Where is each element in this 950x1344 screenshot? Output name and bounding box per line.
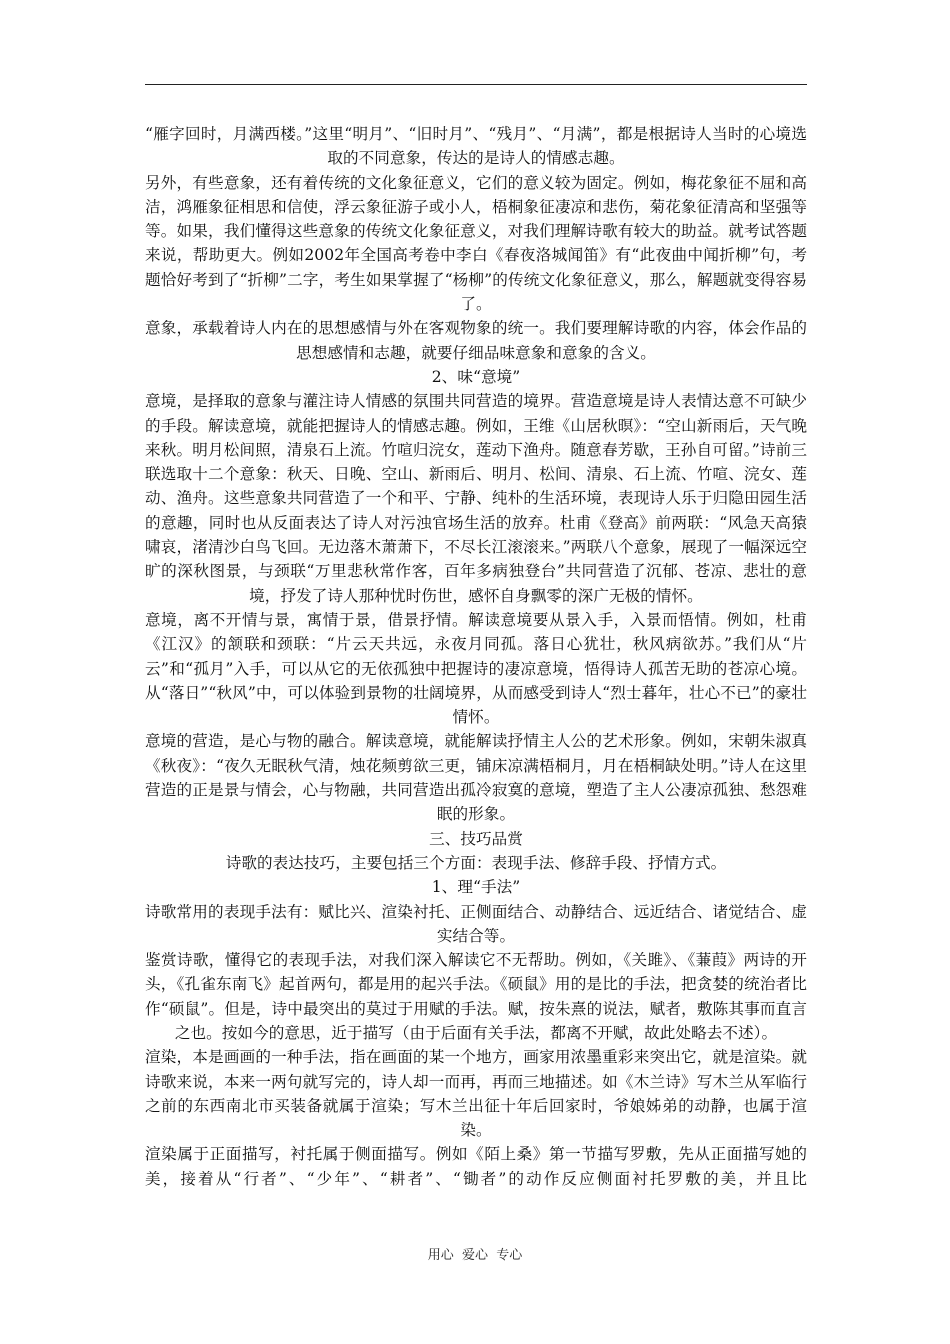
section-heading: 2、味“意境” xyxy=(431,367,521,386)
paragraph: 意境，是择取的意象与灌注诗人情感的氛围共同营造的境界。营造意境是诗人表情达意不可缺少的手段。解读意境，就能把握诗人的情感志趣。例如，王维《山居秋暝》：“空山新雨后，天气晚来秋。明月松间照，清泉石上流。竹喧归浣女，莲动下渔舟。随意春芳歇，王孙自可留。”诗前三联选取十二个意象：秋天、日晚、空山、新雨后、明月、松间、清泉、石上流、竹喧、浣女、莲动、渔舟。这些意象共同营造了一个和平、宁静、纯朴的生活环境，表现诗人乐于归隐田园生活的意趣，同时也从反面表达了诗人对污浊官场生活的放弃。杜甫《登高》前两联：“风急天高猿啸哀，渚清沙白鸟飞回。无边落木萧萧下，不尽长江滚滚来。”两联八个意象，展现了一幅深远空旷的深秋图景，与颈联“万里悲秋常作客，百年多病独登台”共同营造了沉郁、苍凉、悲壮的意境，抒发了诗人那种忧时伤世，感怀自身飘零的深广无极的情怀。 xyxy=(145,392,807,605)
paragraph: “雁字回时，月满西楼。”这里“明月”、“旧时月”、“残月”、“月满”，都是根据诗人当时的心境选取的不同意象，传达的是诗人的情感志趣。 xyxy=(145,125,807,168)
paragraph: 另外，有些意象，还有着传统的文化象征意义，它们的意义较为固定。例如，梅花象征不屈和高洁，鸿雁象征相思和信使，浮云象征游子或小人，梧桐象征凄凉和悲伤，菊花象征清高和坚强等等。如果，我们懂得这些意象的传统文化象征意义，对我们理解诗歌有较大的助益。就考试答题来说，帮助更大。例如2002年全国高考卷中李白《春夜洛城闻笛》有“此夜曲中闻折柳”句，考题恰好考到了“折柳”二字，考生如果掌握了“杨柳”的传统文化象征意义，那么，解题就变得容易了。 xyxy=(145,173,807,314)
paragraph: 意境，离不开情与景，寓情于景，借景抒情。解读意境要从景入手，入景而悟情。例如，杜甫《江汉》的颔联和颈联：“片云天共远，永夜月同孤。落日心犹壮，秋风病欲苏。”我们从“片云”和“孤月”入手，可以从它的无依孤独中把握诗的凄凉意境，悟得诗人孤苦无助的苍凉心境。从“落日”“秋风”中，可以体验到景物的壮阔境界，从而感受到诗人“烈士暮年，壮心不已”的豪壮情怀。 xyxy=(145,610,807,727)
paragraph: 渲染，本是画画的一种手法，指在画面的某一个地方，画家用浓墨重彩来突出它，就是渲染。就诗歌来说，本来一两句就写完的，诗人却一而再，再而三地描述。如《木兰诗》写木兰从军临行之前的东西南北市买装备就属于渲染；写木兰出征十年后回家时，爷娘姊弟的动静，也属于渲染。 xyxy=(145,1048,807,1140)
page-footer: 用心 爱心 专心 xyxy=(427,1248,523,1263)
paragraph: 意境的营造，是心与物的融合。解读意境，就能解读抒情主人公的艺术形象。例如，宋朝朱淑真《秋夜》：“夜久无眠秋气清，烛花频剪欲三更，铺床凉满梧桐月，月在梧桐缺处明。”诗人在这里营造的正是景与情会，心与物融，共同营造出孤冷寂寞的意境，塑造了主人公凄凉孤独、愁怨难眠的形象。 xyxy=(145,732,807,824)
paragraph: 鉴赏诗歌，懂得它的表现手法，对我们深入解读它不无帮助。例如，《关雎》、《蒹葭》两诗的开头，《孔雀东南飞》起首两句，都是用的起兴手法。《硕鼠》用的是比的手法，把贪婪的统治者比作“硕鼠”。但是，诗中最突出的莫过于用赋的手法。赋，按朱熹的说法，赋者，敷陈其事而直言之也。按如今的意思，近于描写（由于后面有关手法，都离不开赋，故此处略去不述）。 xyxy=(145,951,807,1042)
paragraph: 诗歌的表达技巧，主要包括三个方面：表现手法、修辞手段、抒情方式。 xyxy=(225,853,727,872)
paragraph: 诗歌常用的表现手法有：赋比兴、渲染衬托、正侧面结合、动静结合、远近结合、诸觉结合、虚实结合等。 xyxy=(145,902,807,945)
paragraph: 意象，承载着诗人内在的思想感情与外在客观物象的统一。我们要理解诗歌的内容，体会作品的思想感情和志趣，就要仔细品味意象和意象的含义。 xyxy=(145,319,807,362)
section-heading: 三、技巧品赏 xyxy=(429,829,523,848)
document-body xyxy=(145,122,807,1191)
section-heading: 1、理“手法” xyxy=(431,878,521,897)
paragraph: 渲染属于正面描写，衬托属于侧面描写。例如《陌上桑》第一节描写罗敷，先从正面描写她的美，接着从“行者”、“少年”、“耕者”、“锄者”的动作反应侧面衬托罗敷的美，并且比 xyxy=(145,1145,807,1188)
header-rule xyxy=(145,84,807,85)
